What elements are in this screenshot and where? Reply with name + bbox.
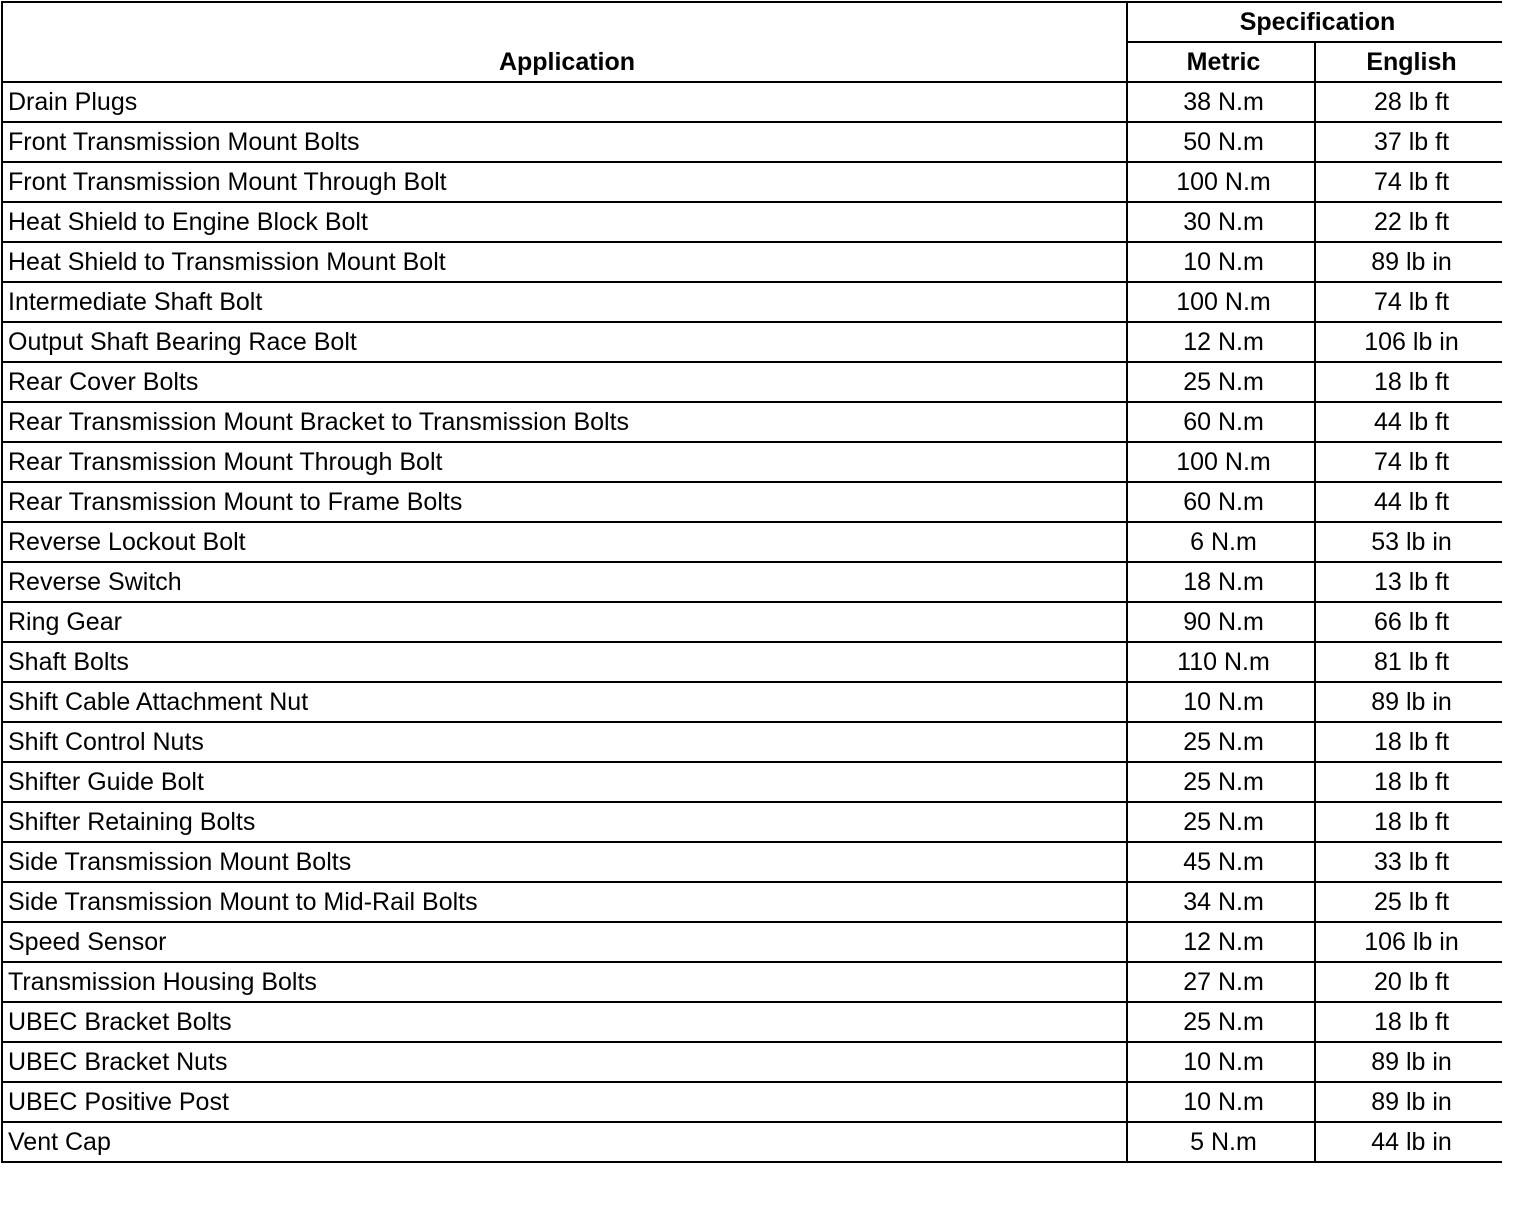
table-row [2, 1122, 1503, 1162]
metric-value-cell: 90 N.m [1127, 602, 1315, 642]
application-cell: Shaft Bolts [2, 642, 1127, 682]
application-cell: Heat Shield to Engine Block Bolt [2, 202, 1127, 242]
metric-value-cell: 110 N.m [1127, 642, 1315, 682]
table-body [2, 82, 1503, 1162]
metric-value-cell: 12 N.m [1127, 922, 1315, 962]
english-value-cell: 66 lb ft [1315, 602, 1503, 642]
metric-value-cell: 100 N.m [1127, 282, 1315, 322]
english-value-cell: 74 lb ft [1315, 442, 1503, 482]
metric-value-cell: 10 N.m [1127, 242, 1315, 282]
metric-value-cell: 50 N.m [1127, 122, 1315, 162]
specification-column-header: Specification [1127, 2, 1503, 42]
english-value-cell: 18 lb ft [1315, 722, 1503, 762]
table-row [2, 922, 1503, 962]
table-row [2, 1002, 1503, 1042]
table-row [2, 402, 1503, 442]
application-cell: Reverse Switch [2, 562, 1127, 602]
metric-value-cell: 5 N.m [1127, 1122, 1315, 1162]
english-value-cell: 106 lb in [1315, 922, 1503, 962]
application-cell: Shifter Retaining Bolts [2, 802, 1127, 842]
application-cell: Vent Cap [2, 1122, 1127, 1162]
table-row [2, 882, 1503, 922]
english-value-cell: 106 lb in [1315, 322, 1503, 362]
table-row [2, 762, 1503, 802]
application-cell: UBEC Bracket Bolts [2, 1002, 1127, 1042]
metric-value-cell: 27 N.m [1127, 962, 1315, 1002]
metric-value-cell: 12 N.m [1127, 322, 1315, 362]
metric-value-cell: 34 N.m [1127, 882, 1315, 922]
table-row [2, 722, 1503, 762]
table-row [2, 362, 1503, 402]
application-cell: Drain Plugs [2, 82, 1127, 122]
application-cell: Rear Transmission Mount Bracket to Transmission Bolts [2, 402, 1127, 442]
table-row [2, 202, 1503, 242]
table-row [2, 482, 1503, 522]
metric-value-cell: 10 N.m [1127, 1082, 1315, 1122]
table-row [2, 122, 1503, 162]
english-value-cell: 25 lb ft [1315, 882, 1503, 922]
english-value-cell: 89 lb in [1315, 682, 1503, 722]
table-row [2, 82, 1503, 122]
english-value-cell: 89 lb in [1315, 242, 1503, 282]
english-value-cell: 18 lb ft [1315, 1002, 1503, 1042]
table-row [2, 562, 1503, 602]
english-value-cell: 44 lb ft [1315, 482, 1503, 522]
metric-value-cell: 25 N.m [1127, 362, 1315, 402]
application-cell: Rear Transmission Mount to Frame Bolts [2, 482, 1127, 522]
english-value-cell: 18 lb ft [1315, 362, 1503, 402]
application-cell: Reverse Lockout Bolt [2, 522, 1127, 562]
english-value-cell: 53 lb in [1315, 522, 1503, 562]
metric-value-cell: 18 N.m [1127, 562, 1315, 602]
metric-value-cell: 25 N.m [1127, 802, 1315, 842]
application-cell: Front Transmission Mount Bolts [2, 122, 1127, 162]
metric-value-cell: 60 N.m [1127, 482, 1315, 522]
table-row [2, 322, 1503, 362]
application-cell: Side Transmission Mount Bolts [2, 842, 1127, 882]
table-row [2, 522, 1503, 562]
english-value-cell: 44 lb in [1315, 1122, 1503, 1162]
table-row [2, 242, 1503, 282]
metric-value-cell: 30 N.m [1127, 202, 1315, 242]
application-cell: Shift Control Nuts [2, 722, 1127, 762]
table-row [2, 642, 1503, 682]
table-row [2, 602, 1503, 642]
application-cell: Ring Gear [2, 602, 1127, 642]
english-value-cell: 37 lb ft [1315, 122, 1503, 162]
english-value-cell: 44 lb ft [1315, 402, 1503, 442]
metric-value-cell: 100 N.m [1127, 162, 1315, 202]
application-cell: UBEC Bracket Nuts [2, 1042, 1127, 1082]
metric-value-cell: 45 N.m [1127, 842, 1315, 882]
english-value-cell: 89 lb in [1315, 1042, 1503, 1082]
table-row [2, 962, 1503, 1002]
metric-value-cell: 25 N.m [1127, 1002, 1315, 1042]
application-cell: Output Shaft Bearing Race Bolt [2, 322, 1127, 362]
metric-value-cell: 38 N.m [1127, 82, 1315, 122]
table-row [2, 1042, 1503, 1082]
english-value-cell: 18 lb ft [1315, 802, 1503, 842]
metric-column-header: Metric [1127, 42, 1315, 82]
english-value-cell: 20 lb ft [1315, 962, 1503, 1002]
application-cell: UBEC Positive Post [2, 1082, 1127, 1122]
header-row-top [2, 2, 1503, 42]
application-column-header: Application [2, 2, 1127, 82]
english-value-cell: 13 lb ft [1315, 562, 1503, 602]
english-value-cell: 33 lb ft [1315, 842, 1503, 882]
metric-value-cell: 25 N.m [1127, 762, 1315, 802]
application-cell: Front Transmission Mount Through Bolt [2, 162, 1127, 202]
metric-value-cell: 60 N.m [1127, 402, 1315, 442]
table-row [2, 1082, 1503, 1122]
table-row [2, 802, 1503, 842]
english-value-cell: 74 lb ft [1315, 162, 1503, 202]
application-cell: Shift Cable Attachment Nut [2, 682, 1127, 722]
table-row [2, 842, 1503, 882]
application-cell: Intermediate Shaft Bolt [2, 282, 1127, 322]
page-margin [1502, 0, 1520, 1232]
table-row [2, 162, 1503, 202]
table-row [2, 282, 1503, 322]
application-cell: Transmission Housing Bolts [2, 962, 1127, 1002]
application-cell: Rear Transmission Mount Through Bolt [2, 442, 1127, 482]
metric-value-cell: 10 N.m [1127, 1042, 1315, 1082]
english-value-cell: 89 lb in [1315, 1082, 1503, 1122]
table-row [2, 442, 1503, 482]
application-cell: Shifter Guide Bolt [2, 762, 1127, 802]
english-column-header: English [1315, 42, 1503, 82]
table-header [2, 2, 1503, 82]
english-value-cell: 18 lb ft [1315, 762, 1503, 802]
english-value-cell: 22 lb ft [1315, 202, 1503, 242]
application-cell: Side Transmission Mount to Mid-Rail Bolts [2, 882, 1127, 922]
metric-value-cell: 100 N.m [1127, 442, 1315, 482]
english-value-cell: 81 lb ft [1315, 642, 1503, 682]
fastener-torque-table [1, 1, 1504, 1163]
application-cell: Speed Sensor [2, 922, 1127, 962]
application-cell: Heat Shield to Transmission Mount Bolt [2, 242, 1127, 282]
english-value-cell: 28 lb ft [1315, 82, 1503, 122]
english-value-cell: 74 lb ft [1315, 282, 1503, 322]
table-row [2, 682, 1503, 722]
metric-value-cell: 25 N.m [1127, 722, 1315, 762]
metric-value-cell: 6 N.m [1127, 522, 1315, 562]
application-cell: Rear Cover Bolts [2, 362, 1127, 402]
metric-value-cell: 10 N.m [1127, 682, 1315, 722]
